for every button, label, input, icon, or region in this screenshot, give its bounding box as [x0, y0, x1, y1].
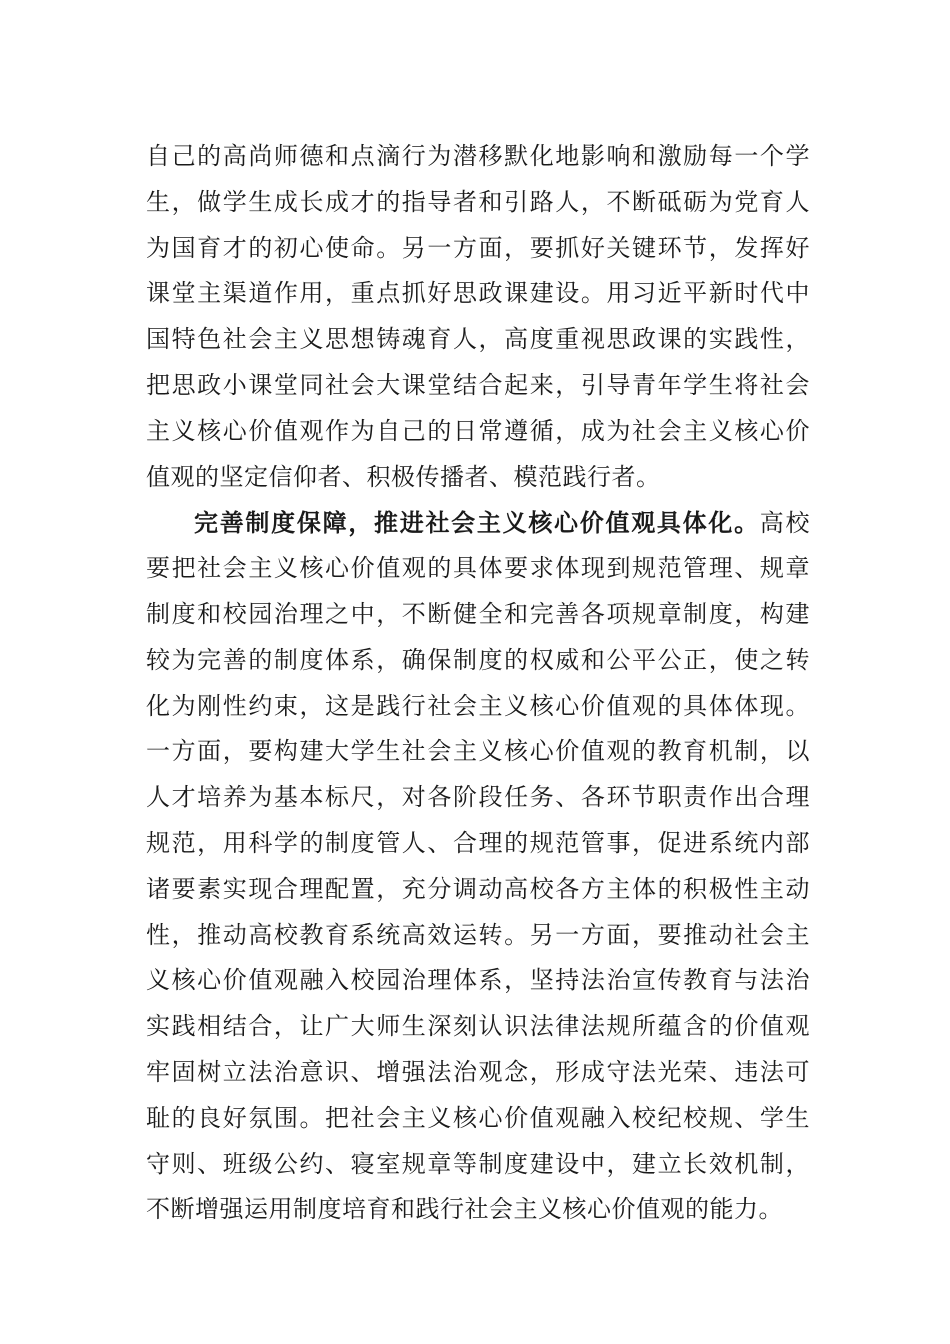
paragraph-first-line — [146, 500, 810, 546]
text-line: 守则、班级公约、寝室规章等制度建设中，建立长效机制， — [146, 1149, 810, 1178]
text-line: 义核心价值观融入校园治理体系，坚持法治宣传教育与法治 — [146, 966, 810, 995]
text-line: 人才培养为基本标尺，对各阶段任务、各环节职责作出合理 — [146, 783, 810, 812]
text-line: 自己的高尚师德和点滴行为潜移默化地影响和激励每一个学 — [146, 142, 810, 170]
paragraph-2 — [146, 500, 810, 1233]
text-line: 为国育才的初心使命。另一方面，要抓好关键环节，发挥好 — [146, 233, 810, 262]
text-line: 性，推动高校教育系统高效运转。另一方面，要推动社会主 — [146, 920, 810, 949]
text-line: 把思政小课堂同社会大课堂结合起来，引导青年学生将社会 — [146, 370, 810, 399]
text-line: 国特色社会主义思想铸魂育人，高度重视思政课的实践性， — [146, 325, 810, 354]
paragraph-1 — [146, 134, 810, 500]
text-line: 要把社会主义核心价值观的具体要求体现到规范管理、规章 — [146, 554, 810, 583]
text-line: 生，做学生成长成才的指导者和引路人，不断砥砺为党育人 — [146, 187, 810, 216]
text-line: 课堂主渠道作用，重点抓好思政课建设。用习近平新时代中 — [146, 279, 810, 308]
body-text — [146, 134, 810, 1233]
text-line: 较为完善的制度体系，确保制度的权威和公平公正，使之转 — [146, 645, 810, 674]
text-line: 实践相结合，让广大师生深刻认识法律法规所蕴含的价值观 — [146, 1012, 810, 1041]
paragraph-heading-continuation: 高校 — [759, 509, 810, 538]
text-line: 耻的良好氛围。把社会主义核心价值观融入校纪校规、学生 — [146, 1103, 810, 1132]
text-line: 一方面，要构建大学生社会主义核心价值观的教育机制，以 — [146, 737, 810, 766]
paragraph-heading: 完善制度保障，推进社会主义核心价值观具体化。 — [194, 508, 760, 538]
text-line: 牢固树立法治意识、增强法治观念，形成守法光荣、违法可 — [146, 1057, 810, 1086]
text-line: 不断增强运用制度培育和践行社会主义核心价值观的能力。 — [146, 1195, 783, 1224]
text-line: 主义核心价值观作为自己的日常遵循，成为社会主义核心价 — [146, 416, 810, 445]
text-line: 值观的坚定信仰者、积极传播者、模范践行者。 — [146, 462, 661, 491]
text-line: 制度和校园治理之中，不断健全和完善各项规章制度，构建 — [146, 599, 810, 628]
text-line: 化为刚性约束，这是践行社会主义核心价值观的具体体现。 — [146, 691, 810, 720]
text-line: 规范，用科学的制度管人、合理的规范管事，促进系统内部 — [146, 828, 810, 857]
text-line: 诸要素实现合理配置，充分调动高校各方主体的积极性主动 — [146, 874, 810, 903]
